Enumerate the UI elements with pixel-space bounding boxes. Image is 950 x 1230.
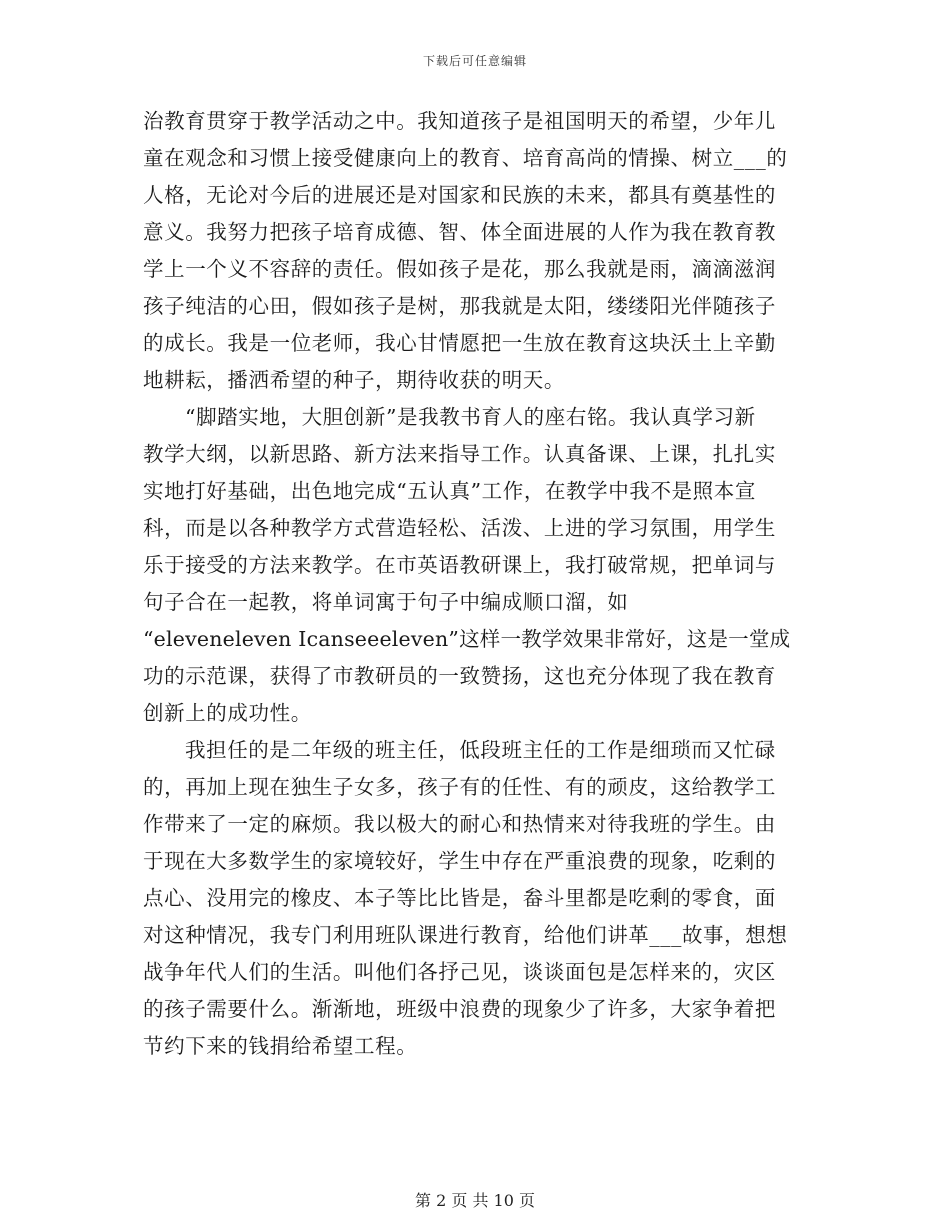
text-line: “eleveneleven Icanseeeleven”这样一教学效果非常好，这是一堂成	[143, 627, 791, 651]
text-line: 节约下来的钱捐给希望工程。	[143, 1034, 418, 1058]
text-line: 地耕耘，播洒希望的种子，期待收获的明天。	[143, 368, 565, 392]
page-header: 下载后可任意编辑	[422, 54, 527, 68]
paragraph-start-line: “脚踏实地，大胆创新”是我教书育人的座右铭。我认真学习新	[185, 405, 756, 429]
text-line: 教学大纲，以新思路、新方法来指导工作。认真备课、上课，扎扎实	[143, 442, 776, 466]
text-line: 句子合在一起教，将单词寓于句子中编成顺口溜，如	[143, 590, 629, 614]
text-line: 治教育贯穿于教学活动之中。我知道孩子是祖国明天的希望，少年儿	[143, 109, 776, 133]
text-line: 作带来了一定的麻烦。我以极大的耐心和热情来对待我班的学生。由	[143, 812, 776, 836]
text-line: 意义。我努力把孩子培育成德、智、体全面进展的人作为我在教育教	[143, 220, 776, 244]
text-line: 童在观念和习惯上接受健康向上的教育、培育高尚的情操、树立___的	[143, 146, 788, 170]
text-line: 战争年代人们的生活。叫他们各抒己见，谈谈面包是怎样来的，灾区	[143, 960, 776, 984]
text-line: 的孩子需要什么。渐渐地，班级中浪费的现象少了许多，大家争着把	[143, 997, 776, 1021]
text-line: 于现在大多数学生的家境较好，学生中存在严重浪费的现象，吃剩的	[143, 849, 776, 873]
text-line: 创新上的成功性。	[143, 701, 312, 725]
text-line: 学上一个义不容辞的责任。假如孩子是花，那么我就是雨，滴滴滋润	[143, 257, 776, 281]
text-line: 实地打好基础，出色地完成“五认真”工作，在教学中我不是照本宣	[143, 479, 756, 503]
text-line: 科，而是以各种教学方式营造轻松、活泼、上进的学习氛围，用学生	[143, 516, 776, 540]
text-line: 人格，无论对今后的进展还是对国家和民族的未来，都具有奠基性的	[143, 183, 776, 207]
body-text	[143, 103, 811, 1065]
text-line: 的成长。我是一位老师，我心甘情愿把一生放在教育这块沃土上辛勤	[143, 331, 776, 355]
paragraph-start-line: 我担任的是二年级的班主任，低段班主任的工作是细琐而又忙碌	[185, 738, 776, 762]
text-line: 功的示范课，获得了市教研员的一致赞扬，这也充分体现了我在教育	[143, 664, 776, 688]
text-line: 的，再加上现在独生子女多，孩子有的任性、有的顽皮，这给教学工	[143, 775, 776, 799]
text-line: 乐于接受的方法来教学。在市英语教研课上，我打破常规，把单词与	[143, 553, 776, 577]
text-line: 点心、没用完的橡皮、本子等比比皆是，畚斗里都是吃剩的零食，面	[143, 886, 776, 910]
text-line: 对这种情况，我专门利用班队课进行教育，给他们讲革___故事，想想	[143, 923, 788, 947]
text-line: 孩子纯洁的心田，假如孩子是树，那我就是太阳，缕缕阳光伴随孩子	[143, 294, 776, 318]
page-footer: 第 2 页 共 10 页	[415, 1191, 535, 1210]
